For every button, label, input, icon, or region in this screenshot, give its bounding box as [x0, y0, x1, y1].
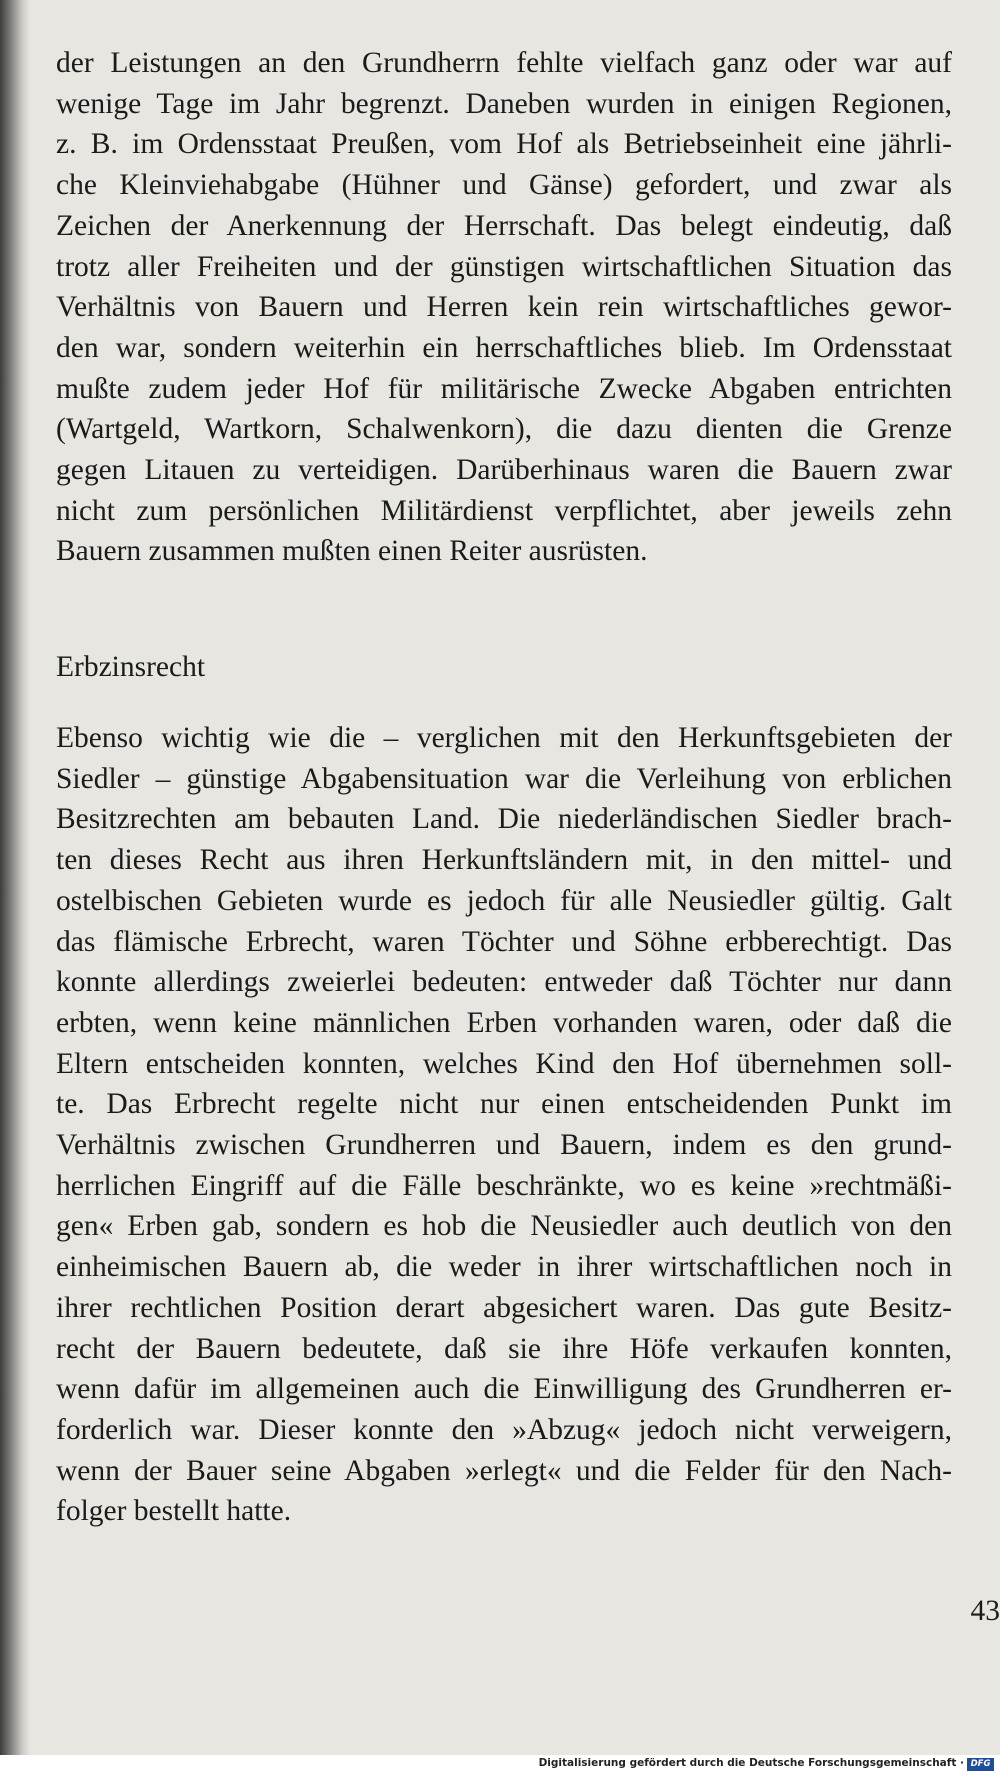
text-line: wenn dafür im allgemeinen auch die Einwilligung des Grundherren er- [56, 1373, 952, 1406]
text-line: mußte zudem jeder Hof für militärische Zwecke Abgaben entrichten [56, 372, 952, 405]
text-line: wenige Tage im Jahr begrenzt. Daneben wurden in einigen Regionen, [56, 87, 952, 120]
dfg-logo-icon: DFG [967, 1758, 994, 1771]
text-line: das flämische Erbrecht, waren Töchter und Söhne erbberechtigt. Das [56, 925, 952, 958]
text-line: ten dieses Recht aus ihren Herkunftsländern mit, in den mittel- und [56, 844, 952, 877]
scan-edge-shadow [0, 0, 30, 1775]
text-line: nicht zum persönlichen Militärdienst verpflichtet, aber jeweils zehn [56, 494, 952, 527]
text-line: ostelbischen Gebieten wurde es jedoch für alle Neusiedler gültig. Galt [56, 884, 952, 917]
footer-credit: Digitalisierung gefördert durch die Deutsche Forschungsgemeinschaft · [538, 1757, 964, 1769]
text-line: Ebenso wichtig wie die – verglichen mit den Herkunftsgebieten der [56, 722, 952, 754]
text-line: recht der Bauern bedeutete, daß sie ihre Höfe verkaufen konnten, [56, 1332, 952, 1365]
digitization-footer [0, 1755, 1000, 1775]
text-line: erbten, wenn keine männlichen Erben vorhanden waren, oder daß die [56, 1006, 952, 1039]
text-line: Verhältnis von Bauern und Herren kein rein wirtschaftliches gewor- [56, 291, 952, 324]
text-line: (Wartgeld, Wartkorn, Schalwenkorn), die dazu dienten die Grenze [56, 413, 952, 446]
text-line: Verhältnis zwischen Grundherren und Bauern, indem es den grund- [56, 1129, 952, 1162]
text-line: Eltern entscheiden konnten, welches Kind den Hof übernehmen soll- [56, 1047, 952, 1080]
text-line: Besitzrechten am bebauten Land. Die niederländischen Siedler brach- [56, 803, 952, 836]
text-line: Bauern zusammen mußten einen Reiter ausrüsten. [56, 535, 648, 568]
page-number: 43 [970, 1595, 1000, 1627]
body-paragraph-1 [56, 43, 952, 572]
text-line: einheimischen Bauern ab, die weder in ihrer wirtschaftlichen noch in [56, 1251, 952, 1284]
section-heading: Erbzinsrecht [56, 651, 206, 683]
text-line: den war, sondern weiterhin ein herrschaftliches blieb. Im Ordensstaat [56, 331, 952, 364]
text-line: konnte allerdings zweierlei bedeuten: entweder daß Töchter nur dann [56, 966, 952, 999]
body-paragraph-2 [56, 718, 952, 1532]
text-line: forderlich war. Dieser konnte den »Abzug« jedoch nicht verweigern, [56, 1413, 952, 1446]
text-line: der Leistungen an den Grundherrn fehlte vielfach ganz oder war auf [56, 47, 952, 79]
text-line: ihrer rechtlichen Position derart abgesichert waren. Das gute Besitz- [56, 1291, 952, 1324]
text-line: wenn der Bauer seine Abgaben »erlegt« und die Felder für den Nach- [56, 1454, 952, 1487]
text-line: Siedler – günstige Abgabensituation war die Verleihung von erblichen [56, 762, 952, 795]
text-line: trotz aller Freiheiten und der günstigen wirtschaftlichen Situation das [56, 250, 952, 283]
text-line: Zeichen der Anerkennung der Herrschaft. Das belegt eindeutig, daß [56, 209, 952, 242]
text-line: herrlichen Eingriff auf die Fälle beschränkte, wo es keine »rechtmäßi- [56, 1169, 952, 1202]
text-line: gen« Erben gab, sondern es hob die Neusiedler auch deutlich von den [56, 1210, 952, 1243]
text-line: gegen Litauen zu verteidigen. Darüberhinaus waren die Bauern zwar [56, 454, 952, 487]
text-line: che Kleinviehabgabe (Hühner und Gänse) gefordert, und zwar als [56, 169, 952, 202]
text-line: te. Das Erbrecht regelte nicht nur einen entscheidenden Punkt im [56, 1088, 952, 1121]
text-line: z. B. im Ordensstaat Preußen, vom Hof als Betriebseinheit eine jährli- [56, 128, 952, 161]
text-line: folger bestellt hatte. [56, 1495, 292, 1528]
